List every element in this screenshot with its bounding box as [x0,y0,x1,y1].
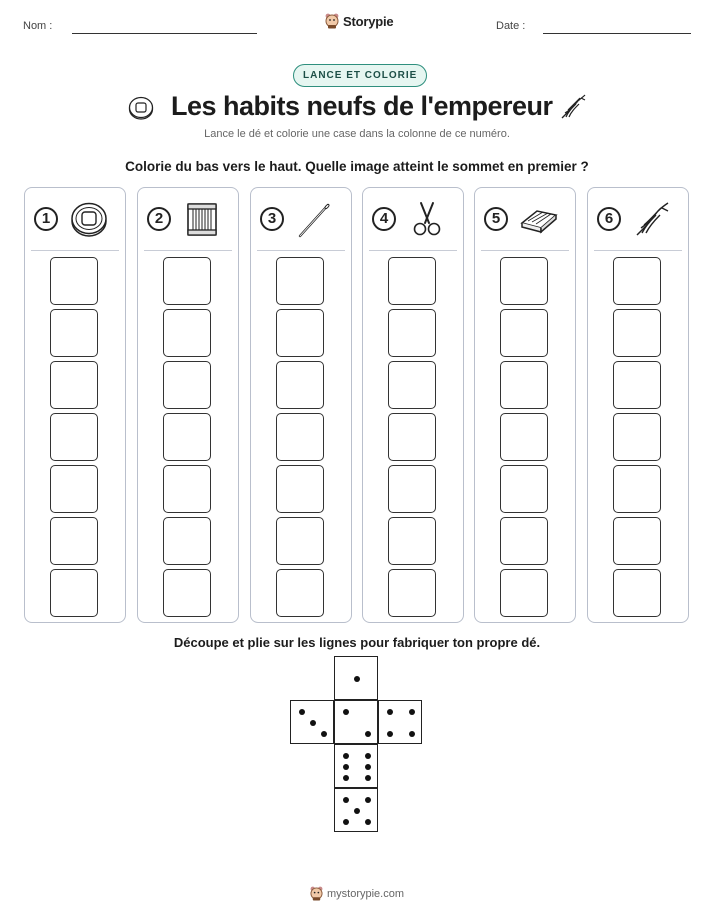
color-cell[interactable] [50,309,98,357]
die-net [290,656,426,836]
column-divider [144,250,232,251]
color-cell[interactable] [163,257,211,305]
column-2 [137,187,239,623]
color-cell[interactable] [613,257,661,305]
color-cell[interactable] [500,257,548,305]
color-cell[interactable] [163,361,211,409]
color-cell[interactable] [388,465,436,513]
color-cell[interactable] [613,309,661,357]
column-5 [474,187,576,623]
column-header [363,188,463,250]
color-cell[interactable] [50,569,98,617]
color-cell[interactable] [50,361,98,409]
column-header [588,188,688,250]
color-cell[interactable] [500,465,548,513]
die-pip [343,819,349,825]
die-face-4 [378,700,422,744]
column-6 [587,187,689,623]
die-face-2 [334,700,378,744]
color-cell[interactable] [613,361,661,409]
color-cell[interactable] [163,309,211,357]
color-cell[interactable] [500,413,548,461]
needle-icon [295,199,335,239]
die-pip [409,731,415,737]
die-pip [365,797,371,803]
color-cell[interactable] [276,413,324,461]
column-divider [369,250,457,251]
color-cell[interactable] [388,413,436,461]
activity-badge [293,65,427,83]
color-cell[interactable] [500,309,548,357]
color-cell[interactable] [613,413,661,461]
die-face-1 [334,656,378,700]
die-pip [299,709,305,715]
color-cell[interactable] [388,361,436,409]
fabric-icon [519,199,559,239]
date-label: Date : [496,20,526,32]
die-pip [365,819,371,825]
die-face-6 [334,744,378,788]
die-pip [354,676,360,682]
coin-icon [69,199,109,239]
die-pip [343,709,349,715]
column-3 [250,187,352,623]
column-number: 4 [372,207,396,231]
mascot-icon [310,886,323,901]
column-header [138,188,238,250]
die-pip [365,731,371,737]
color-cell[interactable] [388,517,436,565]
color-cell[interactable] [500,569,548,617]
color-cell[interactable] [276,465,324,513]
die-pip [354,808,360,814]
color-cell[interactable] [276,569,324,617]
die-face-3 [290,700,334,744]
column-number: 1 [34,207,58,231]
color-cell[interactable] [50,413,98,461]
die-pip [387,731,393,737]
column-number: 3 [260,207,284,231]
name-label: Nom : [23,20,53,32]
die-pip [365,753,371,759]
date-line[interactable] [543,33,691,34]
footer-url[interactable]: mystorypie.com [327,887,405,900]
column-divider [31,250,119,251]
color-cell[interactable] [50,257,98,305]
column-header [251,188,351,250]
color-cell[interactable] [276,517,324,565]
subtitle: Lance le dé et colorie une case dans la colonne de ce numéro. [204,128,510,140]
color-cell[interactable] [276,257,324,305]
color-cell[interactable] [500,361,548,409]
column-1 [24,187,126,623]
footer [310,886,404,901]
die-pip [310,720,316,726]
die-pip [343,797,349,803]
game-instruction: Colorie du bas vers le haut. Quelle image atteint le sommet en premier ? [125,159,589,174]
die-pip [343,764,349,770]
die-face-5 [334,788,378,832]
column-4 [362,187,464,623]
color-cell[interactable] [163,413,211,461]
column-header [475,188,575,250]
color-cell[interactable] [163,517,211,565]
name-line[interactable] [72,33,257,34]
die-pip [365,775,371,781]
page-title: Les habits neufs de l'empereur [171,91,553,121]
column-divider [594,250,682,251]
brand-logo [325,13,393,29]
die-instruction: Découpe et plie sur les lignes pour fabriquer ton propre dé. [173,635,541,650]
die-pip [387,709,393,715]
die-pip [365,764,371,770]
color-cell[interactable] [276,309,324,357]
die-pip [409,709,415,715]
scissors-icon [407,199,447,239]
die-pip [321,731,327,737]
loom-icon [182,199,222,239]
color-cell[interactable] [613,517,661,565]
thread-icon [632,199,672,239]
color-cell[interactable] [500,517,548,565]
color-cell[interactable] [388,257,436,305]
color-cell[interactable] [163,569,211,617]
color-cell[interactable] [613,569,661,617]
column-number: 5 [484,207,508,231]
column-divider [481,250,569,251]
column-number: 6 [597,207,621,231]
color-cell[interactable] [50,517,98,565]
die-pip [343,775,349,781]
thread-icon [558,92,588,122]
color-cell[interactable] [276,361,324,409]
column-header [25,188,125,250]
color-cell[interactable] [388,309,436,357]
coin-icon [128,95,154,121]
brand-name: Storypie [343,13,394,29]
color-cell[interactable] [50,465,98,513]
color-cell[interactable] [388,569,436,617]
color-cell[interactable] [163,465,211,513]
die-pip [343,753,349,759]
color-cell[interactable] [613,465,661,513]
column-number: 2 [147,207,171,231]
mascot-icon [325,13,339,29]
column-divider [257,250,345,251]
badge-label: LANCE ET COLORIE [293,64,427,87]
